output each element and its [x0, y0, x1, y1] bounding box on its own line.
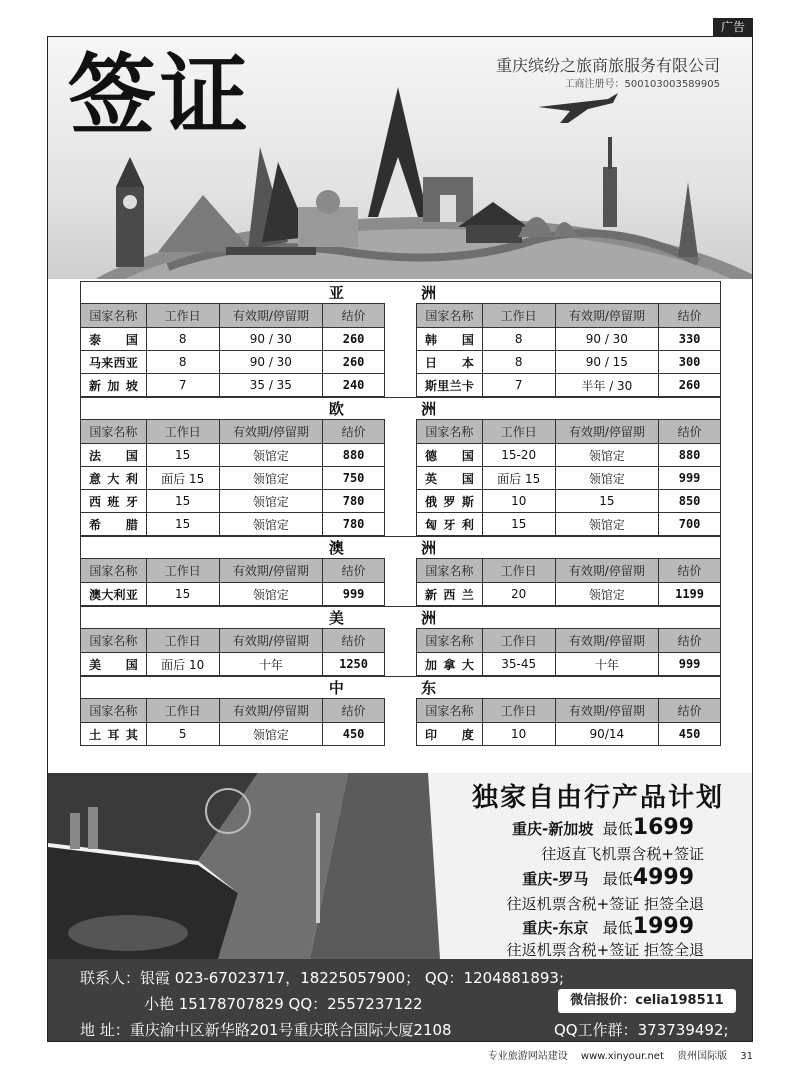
page-frame: [47, 36, 753, 1042]
country-cell: 斯里兰卡: [417, 374, 483, 397]
column-header: 结价: [659, 699, 721, 723]
column-header: 国家名称: [81, 699, 147, 723]
table-header-row: [81, 629, 385, 653]
validity-cell: 35 / 35: [219, 374, 323, 397]
contact-bar: [48, 959, 752, 1042]
promo-section: [48, 773, 752, 959]
column-header: 国家名称: [417, 629, 483, 653]
visa-table-right: [416, 698, 721, 746]
table-row: [81, 583, 385, 606]
column-header: 国家名称: [81, 304, 147, 328]
column-header: 结价: [323, 304, 385, 328]
column-header: 工作日: [482, 420, 555, 444]
price-cell: 260: [323, 351, 385, 374]
table-row: [81, 351, 385, 374]
table-header-row: [417, 699, 721, 723]
workdays-cell: 15: [146, 583, 219, 606]
column-header: 结价: [323, 699, 385, 723]
validity-cell: 90 / 30: [219, 351, 323, 374]
price-cell: 300: [659, 351, 721, 374]
validity-cell: 90 / 30: [219, 328, 323, 351]
price-cell: 1199: [659, 583, 721, 606]
price-cell: 880: [659, 444, 721, 467]
country-cell: 德国: [417, 444, 483, 467]
table-header-row: [417, 559, 721, 583]
table-row: [81, 467, 385, 490]
country-cell: 澳大利亚: [81, 583, 147, 606]
company-name: 重庆缤纷之旅商旅服务有限公司: [495, 56, 720, 75]
table-row: [81, 490, 385, 513]
validity-cell: 半年 / 30: [555, 374, 659, 397]
region-table-pair: [80, 628, 721, 676]
column-header: 有效期/停留期: [555, 559, 659, 583]
table-header-row: [81, 304, 385, 328]
validity-cell: 领馆定: [555, 467, 659, 490]
country-cell: 日本: [417, 351, 483, 374]
region-header: 欧 洲: [80, 397, 721, 419]
table-row: [417, 490, 721, 513]
table-header-row: [81, 699, 385, 723]
price-cell: 999: [659, 467, 721, 490]
validity-cell: 领馆定: [219, 490, 323, 513]
column-header: 有效期/停留期: [219, 420, 323, 444]
route-singapore-note: 往返直飞机票含税+签证: [541, 845, 704, 863]
route-rome-note: 往返机票含税+签证 拒签全退: [506, 895, 704, 913]
column-header: 结价: [659, 629, 721, 653]
workdays-cell: 10: [482, 490, 555, 513]
visa-table-left: [80, 558, 385, 606]
column-header: 国家名称: [417, 420, 483, 444]
table-row: [81, 328, 385, 351]
column-header: 工作日: [146, 629, 219, 653]
column-header: 有效期/停留期: [555, 629, 659, 653]
price-cell: 999: [323, 583, 385, 606]
country-cell: 希腊: [81, 513, 147, 536]
price-cell: 1250: [323, 653, 385, 676]
table-row: [417, 351, 721, 374]
country-cell: 英国: [417, 467, 483, 490]
workdays-cell: 35-45: [482, 653, 555, 676]
column-header: 工作日: [482, 559, 555, 583]
country-cell: 印度: [417, 723, 483, 746]
validity-cell: 90 / 15: [555, 351, 659, 374]
region-header: 亚 洲: [80, 281, 721, 303]
workdays-cell: 8: [482, 351, 555, 374]
validity-cell: 十年: [219, 653, 323, 676]
country-cell: 意大利: [81, 467, 147, 490]
column-header: 国家名称: [81, 420, 147, 444]
table-header-row: [81, 559, 385, 583]
country-cell: 新西兰: [417, 583, 483, 606]
workdays-cell: 15: [146, 490, 219, 513]
column-header: 国家名称: [81, 629, 147, 653]
region-table-pair: [80, 419, 721, 536]
price-cell: 999: [659, 653, 721, 676]
column-header: 结价: [323, 420, 385, 444]
table-row: [81, 513, 385, 536]
region-table-pair: [80, 558, 721, 606]
validity-cell: 90 / 30: [555, 328, 659, 351]
visa-table-right: [416, 303, 721, 397]
footer-page-number: 31: [740, 1051, 753, 1062]
column-header: 工作日: [146, 304, 219, 328]
contact-line-1: 联系人：银霞 023-67023717，18225057900； QQ：1204881893;: [80, 969, 565, 987]
visa-table-left: [80, 628, 385, 676]
workdays-cell: 8: [146, 351, 219, 374]
workdays-cell: 15-20: [482, 444, 555, 467]
price-cell: 750: [323, 467, 385, 490]
contact-line-2: 小艳 15178707829 QQ：2557237122: [144, 995, 423, 1013]
visa-price-tables: [80, 281, 721, 746]
workdays-cell: 15: [482, 513, 555, 536]
column-header: 结价: [659, 304, 721, 328]
region-header: 中 东: [80, 676, 721, 698]
price-cell: 450: [659, 723, 721, 746]
column-header: 工作日: [146, 559, 219, 583]
validity-cell: 领馆定: [555, 513, 659, 536]
column-header: 有效期/停留期: [219, 699, 323, 723]
column-header: 工作日: [146, 420, 219, 444]
region-table-pair: [80, 303, 721, 397]
country-cell: 泰国: [81, 328, 147, 351]
workdays-cell: 7: [146, 374, 219, 397]
price-cell: 850: [659, 490, 721, 513]
table-row: [417, 723, 721, 746]
column-header: 结价: [659, 420, 721, 444]
workdays-cell: 面后 15: [146, 467, 219, 490]
validity-cell: 领馆定: [219, 467, 323, 490]
country-cell: 新加坡: [81, 374, 147, 397]
table-row: [417, 374, 721, 397]
table-row: [417, 583, 721, 606]
workdays-cell: 面后 15: [482, 467, 555, 490]
price-cell: 780: [323, 490, 385, 513]
route-tokyo-note: 往返机票含税+签证 拒签全退: [506, 941, 704, 959]
column-header: 有效期/停留期: [219, 559, 323, 583]
column-header: 国家名称: [81, 559, 147, 583]
price-cell: 260: [323, 328, 385, 351]
region-table-pair: [80, 698, 721, 746]
hero-banner: [48, 37, 752, 279]
workdays-cell: 面后 10: [146, 653, 219, 676]
column-header: 工作日: [482, 629, 555, 653]
validity-cell: 十年: [555, 653, 659, 676]
column-header: 工作日: [482, 699, 555, 723]
country-cell: 马来西亚: [81, 351, 147, 374]
validity-cell: 领馆定: [219, 444, 323, 467]
table-row: [417, 444, 721, 467]
table-row: [417, 513, 721, 536]
column-header: 有效期/停留期: [555, 304, 659, 328]
price-cell: 330: [659, 328, 721, 351]
table-header-row: [81, 420, 385, 444]
page-title: 签证: [68, 43, 253, 147]
column-header: 有效期/停留期: [219, 304, 323, 328]
table-header-row: [417, 420, 721, 444]
country-cell: 俄罗斯: [417, 490, 483, 513]
column-header: 国家名称: [417, 559, 483, 583]
country-cell: 土耳其: [81, 723, 147, 746]
footer-site-url[interactable]: www.xinyour.net: [580, 1051, 664, 1062]
workdays-cell: 15: [146, 444, 219, 467]
table-row: [81, 444, 385, 467]
route-tokyo: 重庆-东京 最低1999: [522, 914, 694, 939]
price-cell: 700: [659, 513, 721, 536]
validity-cell: 领馆定: [219, 723, 323, 746]
route-rome: 重庆-罗马 最低4999: [522, 865, 694, 890]
validity-cell: 领馆定: [555, 583, 659, 606]
column-header: 结价: [659, 559, 721, 583]
table-row: [417, 328, 721, 351]
workdays-cell: 10: [482, 723, 555, 746]
validity-cell: 领馆定: [219, 513, 323, 536]
country-cell: 韩国: [417, 328, 483, 351]
ad-tag: 广告: [713, 18, 753, 36]
region-header: 美 洲: [80, 606, 721, 628]
company-registration: 工商注册号：500103003589905: [564, 79, 720, 90]
column-header: 工作日: [482, 304, 555, 328]
address-line: 地 址：重庆渝中区新华路201号重庆联合国际大厦2108: [80, 1021, 452, 1039]
workdays-cell: 8: [146, 328, 219, 351]
column-header: 有效期/停留期: [219, 629, 323, 653]
column-header: 国家名称: [417, 304, 483, 328]
table-row: [417, 467, 721, 490]
workdays-cell: 15: [146, 513, 219, 536]
table-row: [81, 374, 385, 397]
table-header-row: [417, 304, 721, 328]
country-cell: 匈牙利: [417, 513, 483, 536]
visa-table-right: [416, 628, 721, 676]
country-cell: 法国: [81, 444, 147, 467]
country-cell: 西班牙: [81, 490, 147, 513]
price-cell: 780: [323, 513, 385, 536]
price-cell: 880: [323, 444, 385, 467]
country-cell: 加拿大: [417, 653, 483, 676]
column-header: 工作日: [146, 699, 219, 723]
validity-cell: 90/14: [555, 723, 659, 746]
column-header: 国家名称: [417, 699, 483, 723]
column-header: 有效期/停留期: [555, 699, 659, 723]
column-header: 结价: [323, 629, 385, 653]
workdays-cell: 5: [146, 723, 219, 746]
route-singapore: 重庆-新加坡 最低1699: [511, 815, 694, 840]
visa-table-right: [416, 558, 721, 606]
column-header: 结价: [323, 559, 385, 583]
visa-table-left: [80, 303, 385, 397]
country-cell: 美国: [81, 653, 147, 676]
workdays-cell: 8: [482, 328, 555, 351]
qq-group: QQ工作群：373739492;: [554, 1021, 729, 1039]
price-cell: 260: [659, 374, 721, 397]
visa-table-left: [80, 698, 385, 746]
wechat-badge: 微信报价：celia198511: [558, 989, 736, 1013]
price-cell: 240: [323, 374, 385, 397]
table-row: [81, 653, 385, 676]
visa-table-right: [416, 419, 721, 536]
validity-cell: 领馆定: [555, 444, 659, 467]
column-header: 有效期/停留期: [555, 420, 659, 444]
region-header: 澳 洲: [80, 536, 721, 558]
table-row: [81, 723, 385, 746]
footer-site-label: 专业旅游网站建设: [487, 1051, 568, 1062]
page-footer: [478, 1047, 753, 1062]
workdays-cell: 7: [482, 374, 555, 397]
validity-cell: 15: [555, 490, 659, 513]
visa-table-left: [80, 419, 385, 536]
price-cell: 450: [323, 723, 385, 746]
table-header-row: [417, 629, 721, 653]
validity-cell: 领馆定: [219, 583, 323, 606]
promo-title: 独家自由行产品计划: [471, 783, 724, 813]
footer-edition: 贵州国际版: [677, 1051, 728, 1062]
table-row: [417, 653, 721, 676]
workdays-cell: 20: [482, 583, 555, 606]
